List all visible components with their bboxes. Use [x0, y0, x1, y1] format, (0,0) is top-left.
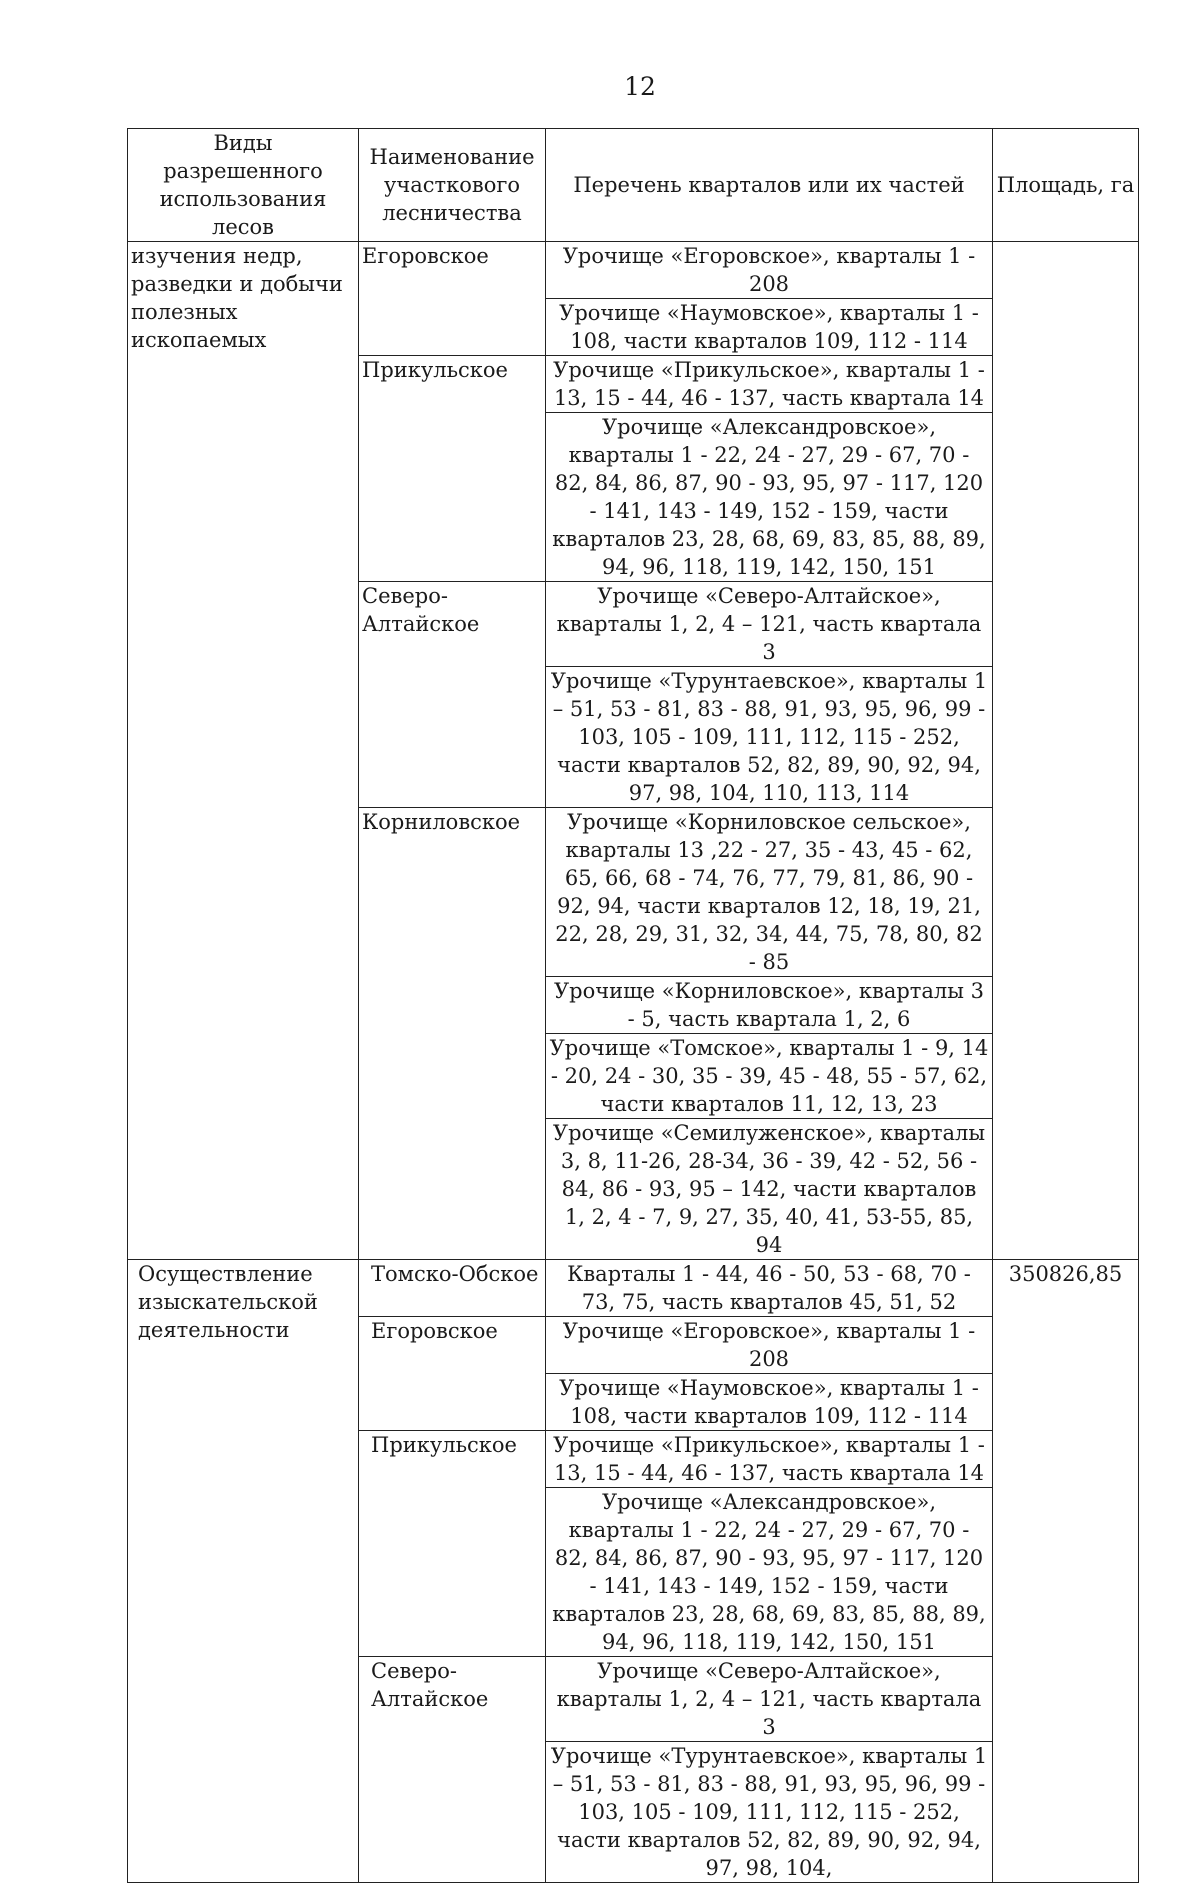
- area-cell: 350826,85: [993, 1260, 1139, 1883]
- header-use: Виды разрешенного использования лесов: [128, 129, 359, 242]
- forest-use-table: [127, 128, 1139, 1883]
- quarters-cell: Урочище «Томское», кварталы 1 - 9, 14 - 20, 24 - 30, 35 - 39, 45 - 48, 55 - 57, 62, части кварталов 11, 12, 13, 23: [546, 1034, 993, 1119]
- forestry-name-cell: Егоровское: [359, 242, 546, 356]
- forestry-name-cell: Егоровское: [359, 1317, 546, 1431]
- forestry-name-cell: Северо-Алтайское: [359, 1657, 546, 1883]
- table-row: [128, 242, 1139, 299]
- header-area: Площадь, га: [993, 129, 1139, 242]
- page-number: 12: [624, 72, 656, 101]
- quarters-cell: Урочище «Северо-Алтайское», кварталы 1, 2, 4 – 121, часть квартала 3: [546, 1657, 993, 1742]
- quarters-cell: Урочище «Александровское», кварталы 1 - 22, 24 - 27, 29 - 67, 70 - 82, 84, 86, 87, 90 - 93, 95, 97 - 117, 120 - 141, 143 - 149, 152 - 159, части кварталов 23, 28, 68, 69, 83, 85, 88, 89, 94, 96, 118, 119, 142, 150, 151: [546, 1488, 993, 1657]
- quarters-cell: Урочище «Прикульское», кварталы 1 - 13, 15 - 44, 46 - 137, часть квартала 14: [546, 1431, 993, 1488]
- quarters-cell: Урочище «Наумовское», кварталы 1 - 108, части кварталов 109, 112 - 114: [546, 299, 993, 356]
- forestry-name-cell: Северо-Алтайское: [359, 582, 546, 808]
- quarters-cell: Урочище «Турунтаевское», кварталы 1 – 51, 53 - 81, 83 - 88, 91, 93, 95, 96, 99 - 103, 105 - 109, 111, 112, 115 - 252, части кварталов 52, 82, 89, 90, 92, 94, 97, 98, 104,: [546, 1742, 993, 1883]
- quarters-cell: Урочище «Александровское», кварталы 1 - 22, 24 - 27, 29 - 67, 70 - 82, 84, 86, 87, 90 - 93, 95, 97 - 117, 120 - 141, 143 - 149, 152 - 159, части кварталов 23, 28, 68, 69, 83, 85, 88, 89, 94, 96, 118, 119, 142, 150, 151: [546, 413, 993, 582]
- area-cell: [993, 242, 1139, 1260]
- forestry-name-cell: Корниловское: [359, 808, 546, 1260]
- quarters-cell: Кварталы 1 - 44, 46 - 50, 53 - 68, 70 - 73, 75, часть кварталов 45, 51, 52: [546, 1260, 993, 1317]
- forestry-name-cell: Томско-Обское: [359, 1260, 546, 1317]
- quarters-cell: Урочище «Прикульское», кварталы 1 - 13, 15 - 44, 46 - 137, часть квартала 14: [546, 356, 993, 413]
- quarters-cell: Урочище «Семилуженское», кварталы 3, 8, 11-26, 28-34, 36 - 39, 42 - 52, 56 - 84, 86 - 93, 95 – 142, части кварталов 1, 2, 4 - 7, 9, 27, 35, 40, 41, 53-55, 85, 94: [546, 1119, 993, 1260]
- quarters-cell: Урочище «Наумовское», кварталы 1 - 108, части кварталов 109, 112 - 114: [546, 1374, 993, 1431]
- header-forestry: Наименование участкового лесничества: [359, 129, 546, 242]
- quarters-cell: Урочище «Турунтаевское», кварталы 1 – 51, 53 - 81, 83 - 88, 91, 93, 95, 96, 99 - 103, 105 - 109, 111, 112, 115 - 252, части кварталов 52, 82, 89, 90, 92, 94, 97, 98, 104, 110, 113, 114: [546, 667, 993, 808]
- table-body: [128, 242, 1139, 1883]
- use-type-cell: изучения недр, разведки и добычи полезных ископаемых: [128, 242, 359, 1260]
- table-row: [128, 1260, 1139, 1317]
- quarters-cell: Урочище «Егоровское», кварталы 1 - 208: [546, 242, 993, 299]
- quarters-cell: Урочище «Корниловское», кварталы 3 - 5, часть квартала 1, 2, 6: [546, 977, 993, 1034]
- forestry-name-cell: Прикульское: [359, 1431, 546, 1657]
- forestry-name-cell: Прикульское: [359, 356, 546, 582]
- quarters-cell: Урочище «Корниловское сельское», кварталы 13 ,22 - 27, 35 - 43, 45 - 62, 65, 66, 68 - 74, 76, 77, 79, 81, 86, 90 - 92, 94, части кварталов 12, 18, 19, 21, 22, 28, 29, 31, 32, 34, 44, 75, 78, 80, 82 - 85: [546, 808, 993, 977]
- header-quarters: Перечень кварталов или их частей: [546, 129, 993, 242]
- header-row: [128, 129, 1139, 242]
- quarters-cell: Урочище «Егоровское», кварталы 1 - 208: [546, 1317, 993, 1374]
- use-type-cell: Осуществление изыскательской деятельности: [128, 1260, 359, 1883]
- quarters-cell: Урочище «Северо-Алтайское», кварталы 1, 2, 4 – 121, часть квартала 3: [546, 582, 993, 667]
